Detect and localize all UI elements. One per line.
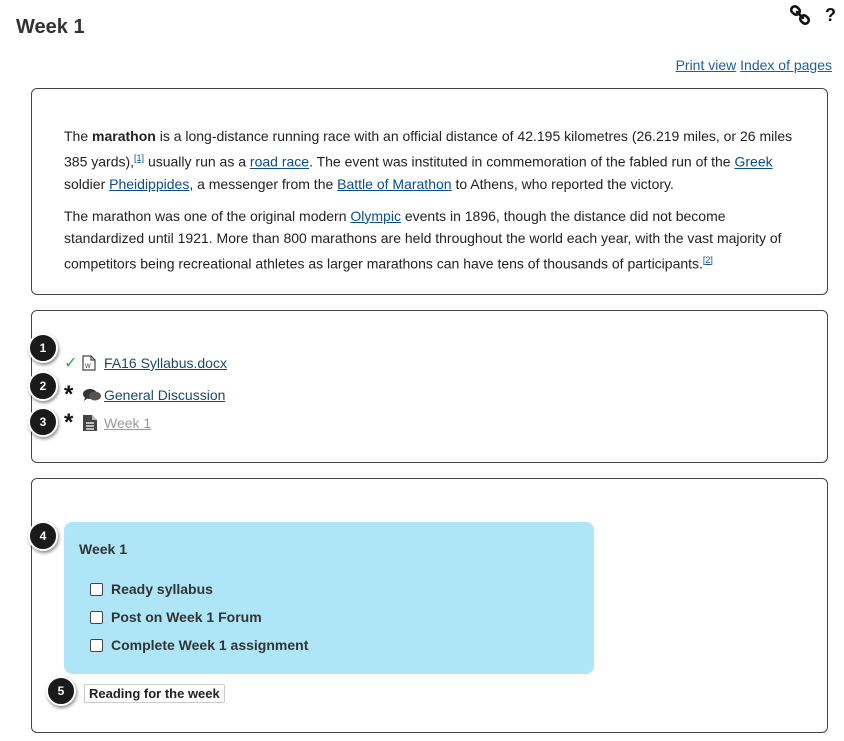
battle-of-marathon-link[interactable]: Battle of Marathon: [337, 175, 452, 192]
paragraph-2: The marathon was one of the original modern Olympic events in 1896, though the distance did not become standardized until 1921. More than 800 marathons are held throughout the world each year, with the vast majority of competitors being recreational athletes as larger marathons can have tens of thousands of participants.[2]: [64, 207, 782, 272]
print-view-link[interactable]: Print view: [675, 57, 737, 73]
checkbox[interactable]: [90, 639, 103, 652]
link-icon[interactable]: [789, 4, 811, 31]
required-marker: *: [64, 409, 74, 436]
required-marker: *: [64, 381, 74, 408]
check-icon: ✓: [64, 355, 78, 372]
help-icon[interactable]: ?: [825, 5, 836, 25]
checklist-item[interactable]: [90, 637, 308, 653]
svg-text:W: W: [85, 364, 91, 370]
text-section: [31, 88, 828, 295]
word-document-icon: [82, 355, 104, 371]
list-item: [64, 409, 152, 436]
olympic-link[interactable]: Olympic: [350, 207, 401, 224]
checklist-panel: [64, 522, 594, 674]
list-item: [64, 353, 227, 373]
week1-page-link[interactable]: Week 1: [104, 415, 152, 431]
general-discussion-link[interactable]: General Discussion: [104, 387, 226, 403]
checklist-item[interactable]: [90, 609, 262, 625]
checklist-item[interactable]: [90, 581, 213, 597]
page-icon: [82, 414, 104, 432]
page-title: Week 1: [16, 16, 85, 38]
discussion-icon: [82, 387, 104, 403]
callout-1: 1: [28, 333, 58, 363]
road-race-link[interactable]: road race: [249, 153, 310, 170]
bold-marathon: marathon: [92, 128, 156, 144]
checklist-item-label: Complete Week 1 assignment: [111, 637, 309, 653]
footnote-link-1[interactable]: [1]: [134, 153, 145, 163]
paragraph-1: The marathon is a long-distance running race with an official distance of 42.195 kilometres (26.219 miles, or 26 miles 385 yards),[1] usually run as a road race. The event was instituted in commemoration of the fabled run of the Greek soldier Pheidippides, a messenger from the Battle of Marathon to Athens, who reported the victory.: [64, 128, 793, 192]
checklist-item-label: Post on Week 1 Forum: [111, 609, 262, 625]
syllabus-link[interactable]: FA16 Syllabus.docx: [104, 355, 227, 371]
pheidippides-link[interactable]: Pheidippides: [109, 175, 190, 192]
list-item: [64, 381, 226, 408]
items-section: [31, 310, 828, 463]
callout-2: 2: [28, 371, 58, 401]
callout-3: 3: [28, 407, 58, 437]
index-of-pages-link[interactable]: Index of pages: [740, 57, 832, 73]
checklist-item-label: Ready syllabus: [111, 581, 213, 597]
callout-4: 4: [28, 521, 58, 551]
footnote-link-2[interactable]: [2]: [702, 254, 713, 265]
reading-for-week-button[interactable]: Reading for the week: [84, 684, 225, 703]
checkbox[interactable]: [90, 583, 103, 596]
checkbox[interactable]: [90, 611, 103, 624]
greek-link[interactable]: Greek: [734, 153, 773, 170]
checklist-title: Week 1: [79, 541, 127, 557]
top-toolbar: [789, 4, 836, 31]
callout-5: 5: [46, 676, 76, 706]
top-links: [676, 57, 832, 73]
checklist-section: [31, 478, 828, 733]
